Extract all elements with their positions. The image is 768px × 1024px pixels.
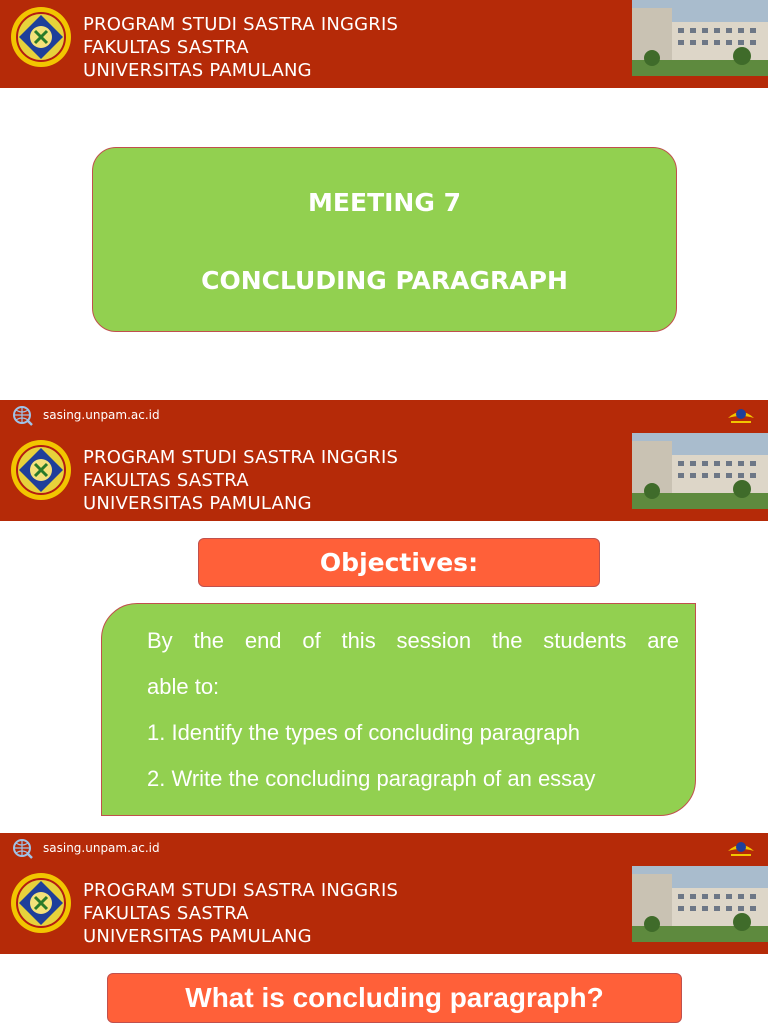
university-logo-icon	[10, 872, 72, 934]
website-url: sasing.unpam.ac.id	[43, 408, 160, 422]
faculty-name: FAKULTAS SASTRA	[83, 470, 249, 491]
objectives-intro-line-1: By the end of this session the students are	[147, 628, 679, 653]
objectives-intro-line-2: able to:	[147, 674, 220, 699]
topic-title: CONCLUDING PARAGRAPH	[201, 266, 568, 295]
university-logo-icon	[10, 439, 72, 501]
campus-building-icon	[632, 433, 768, 509]
university-logo-icon	[10, 6, 72, 68]
slide-footer	[0, 400, 768, 433]
header-text	[83, 13, 398, 82]
definition-heading-text: What is concluding paragraph?	[185, 982, 604, 1013]
header-text	[83, 446, 398, 515]
objective-item-2: 2. Write the concluding paragraph of an essay	[147, 766, 596, 791]
slide-header	[0, 0, 768, 88]
faculty-name: FAKULTAS SASTRA	[83, 37, 249, 58]
objectives-heading	[198, 538, 600, 587]
campus-building-icon	[632, 0, 768, 76]
definition-heading	[107, 973, 682, 1023]
title-box	[92, 147, 677, 332]
program-name: PROGRAM STUDI SASTRA INGGRIS	[83, 447, 399, 468]
objectives-text	[147, 618, 679, 802]
website-url: sasing.unpam.ac.id	[43, 841, 160, 855]
slide-header	[0, 866, 768, 954]
objective-item-1: 1. Identify the types of concluding paragraph	[147, 720, 580, 745]
meeting-title: MEETING 7	[308, 188, 461, 217]
mini-logo-icon	[726, 404, 756, 428]
globe-icon	[12, 838, 34, 860]
slide-footer	[0, 833, 768, 866]
campus-building-icon	[632, 866, 768, 942]
objectives-heading-text: Objectives:	[319, 548, 479, 577]
globe-icon	[12, 405, 34, 427]
slide-header	[0, 433, 768, 521]
mini-logo-icon	[726, 837, 756, 861]
program-name: PROGRAM STUDI SASTRA INGGRIS	[83, 880, 399, 901]
slide-2	[0, 433, 768, 866]
header-text	[83, 879, 398, 948]
slide-1	[0, 0, 768, 433]
objectives-box	[101, 603, 696, 816]
program-name: PROGRAM STUDI SASTRA INGGRIS	[83, 14, 399, 35]
faculty-name: FAKULTAS SASTRA	[83, 903, 249, 924]
university-name: UNIVERSITAS PAMULANG	[83, 60, 312, 81]
university-name: UNIVERSITAS PAMULANG	[83, 493, 312, 514]
slide-3	[0, 866, 768, 1024]
university-name: UNIVERSITAS PAMULANG	[83, 926, 312, 947]
